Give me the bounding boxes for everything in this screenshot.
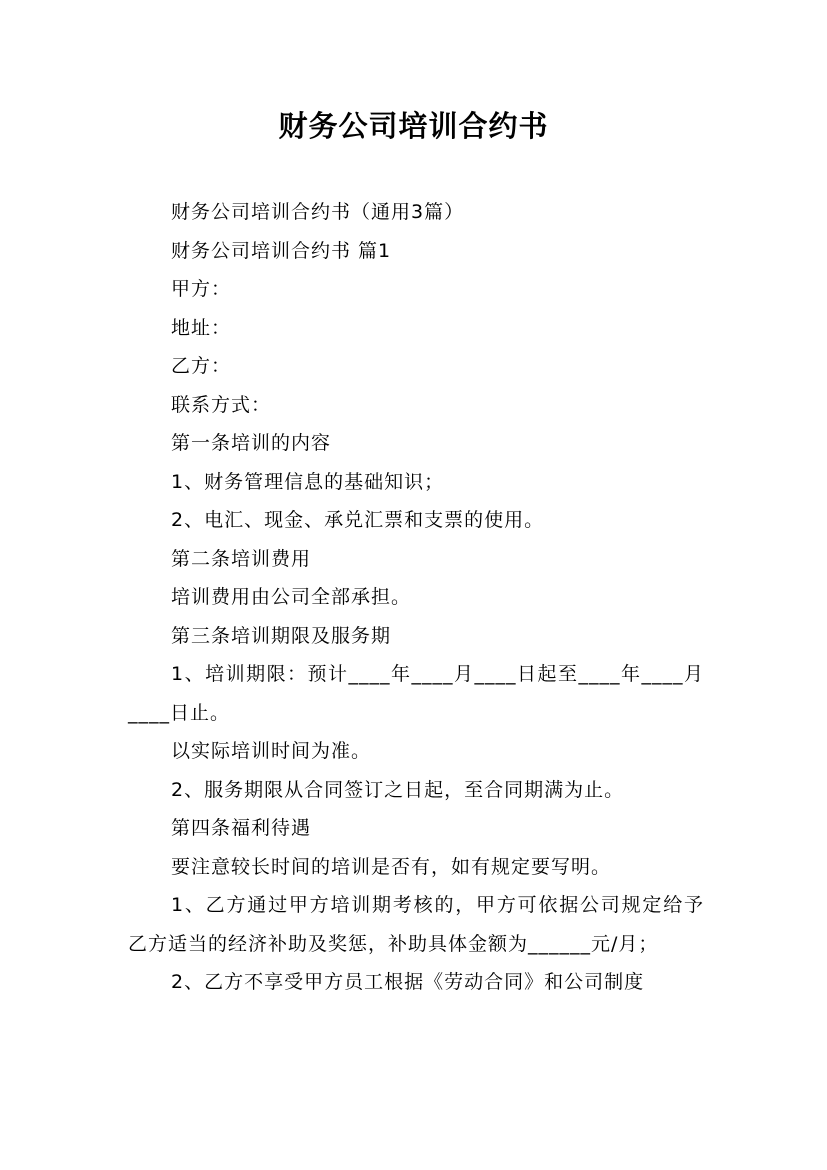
paragraph: 第三条培训期限及服务期	[171, 624, 392, 647]
paragraph: 2、服务期限从合同签订之日起，至合同期满为止。	[171, 778, 625, 801]
paragraph: 乙方：	[171, 355, 232, 377]
paragraph: 2、乙方不享受甲方员工根据《劳动合同》和公司制度	[171, 971, 645, 993]
paragraph: 财务公司培训合约书 篇1	[171, 239, 392, 262]
paragraph: 地址：	[171, 316, 232, 339]
paragraph: 培训费用由公司全部承担。	[171, 586, 412, 608]
paragraph: 第二条培训费用	[171, 547, 312, 570]
document-body	[128, 193, 704, 1002]
document-title: 财务公司培训合约书	[278, 109, 549, 143]
paragraph: 第一条培训的内容	[171, 432, 332, 454]
paragraph: 联系方式：	[171, 393, 272, 416]
paragraph: 甲方：	[171, 278, 232, 300]
paragraph: 第四条福利待遇	[171, 817, 312, 839]
paragraph: 1、财务管理信息的基础知识；	[171, 470, 445, 493]
paragraph: 1、乙方通过甲方培训期考核的，甲方可依据公司规定给予乙方适当的经济补助及奖惩，补助具体金额为______元/月；	[128, 894, 704, 955]
paragraph: 要注意较长时间的培训是否有，如有规定要写明。	[171, 855, 612, 878]
paragraph: 2、电汇、现金、承兑汇票和支票的使用。	[171, 509, 545, 531]
paragraph: 财务公司培训合约书（通用3篇）	[171, 201, 465, 223]
paragraph: 以实际培训时间为准。	[171, 740, 372, 762]
paragraph: 1、培训期限：预计____年____月____日起至____年____月____日止。	[128, 663, 704, 724]
